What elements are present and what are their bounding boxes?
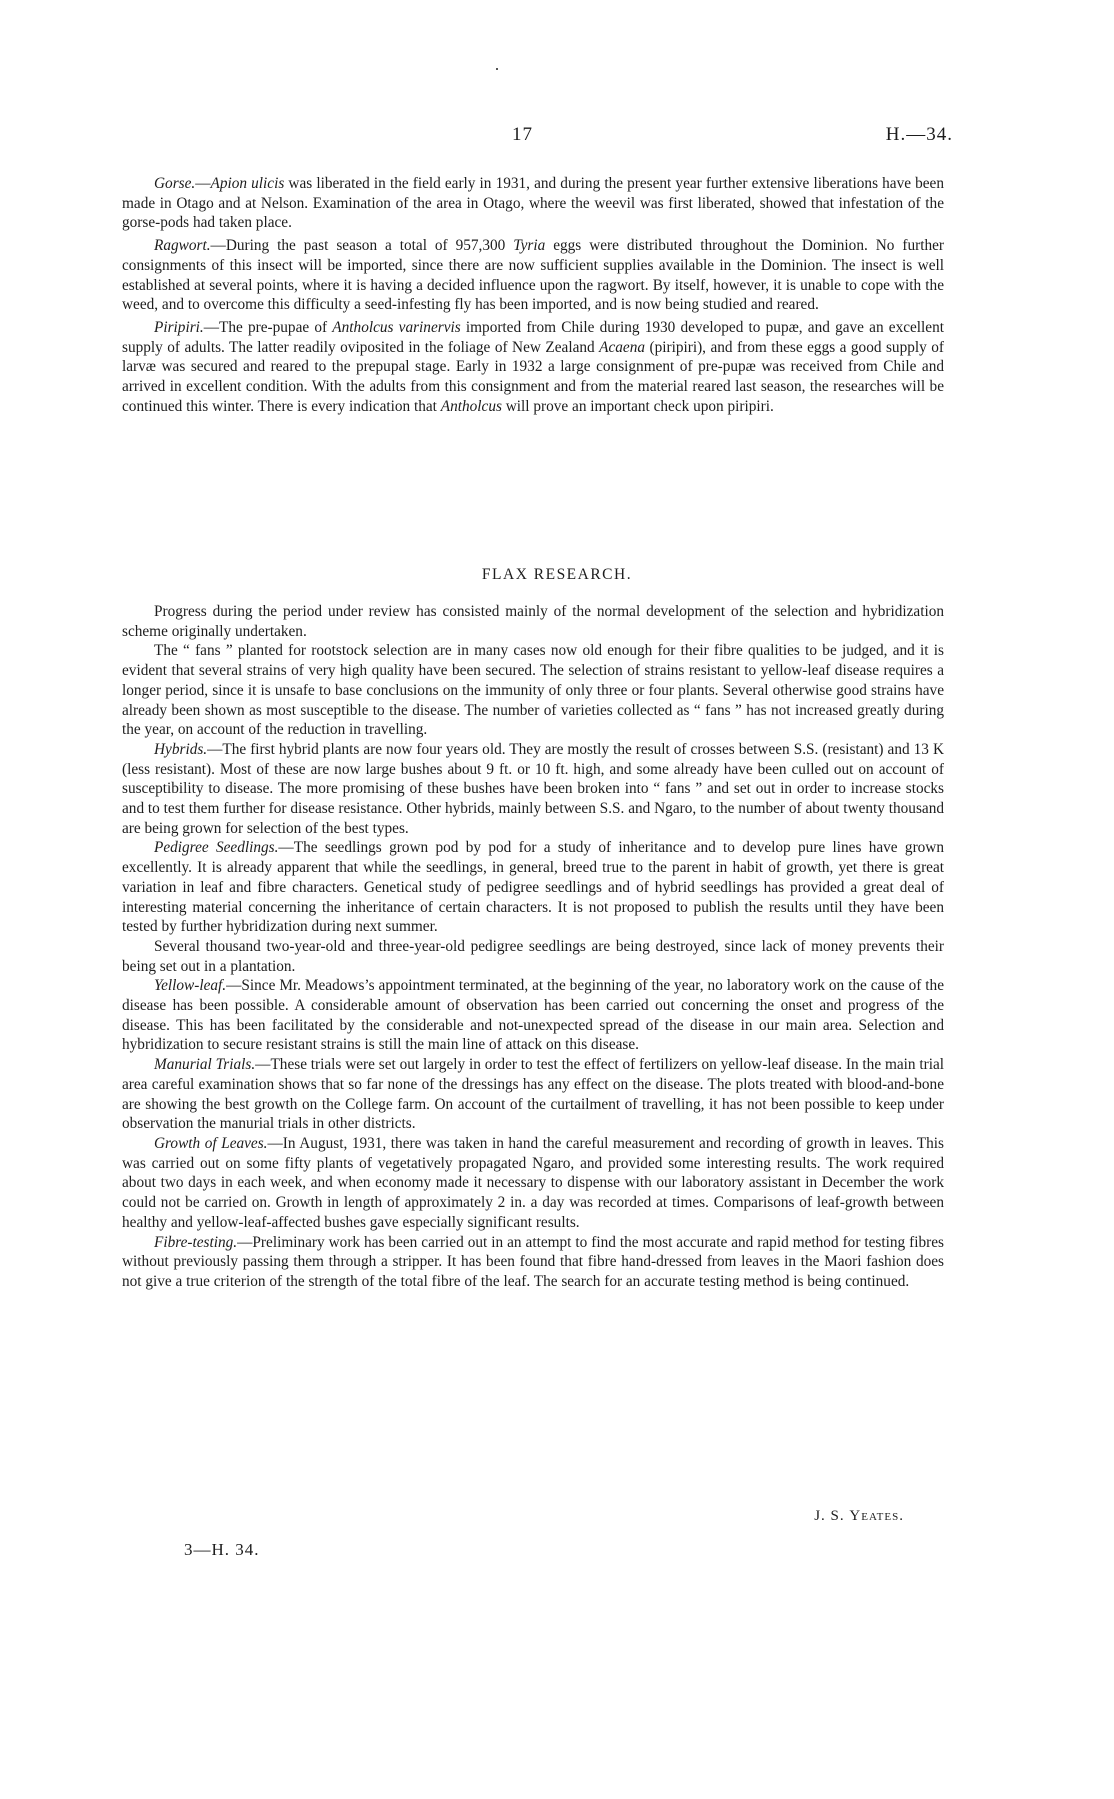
growth-heading: Growth of Leaves. [154, 1134, 268, 1152]
piripiri-text-4: will prove an important check upon piripiri. [501, 397, 774, 415]
insect-section [122, 174, 944, 416]
pedigree-heading: Pedigree Seedlings. [154, 839, 279, 857]
fibre-heading: Fibre-testing. [154, 1233, 238, 1251]
piripiri-species-2: Acaena [599, 338, 646, 356]
fibre-paragraph [122, 1233, 944, 1292]
signature [814, 1508, 904, 1525]
piripiri-text-1: —The pre-pupae of [203, 318, 333, 336]
yellow-leaf-heading: Yellow-leaf. [154, 977, 227, 995]
growth-text: —In August, 1931, there was taken in hand the careful measurement and recording of growth in leaves. This was carried out on some fifty plants of vegetatively propagated Ngaro, and provided some interesting results. The work required about two days in each week, and when economy made it necessary to dispense with our laboratory assistant in December the work could not be carried on. Growth in length of approximately 2 in. a day was recorded at times. Comparisons of leaf-growth between healthy and yellow-leaf-affected bushes gave especially significant results. [122, 1134, 945, 1231]
gorse-heading: Gorse. [154, 175, 196, 192]
manurial-heading: Manurial Trials. [154, 1056, 256, 1074]
fibre-text: —Preliminary work has been carried out in an attempt to find the most accurate and rapid method for testing fibres without previously passing them through a stripper. It has been found that fibre hand-dressed from leaves in the Maori fashion does not give a true criterion of the strength of the total fibre of the leaf. The search for an accurate testing method is being continued. [122, 1233, 944, 1290]
gorse-text: was liberated in the field early in 1931, and during the present year further extensive liberations have been made in Otago and at Nelson. Examination of the area in Otago, where the weevil was first liberated, showed that infestation of the gorse-pods had taken place. [122, 175, 944, 232]
piripiri-species-3: Antholcus [440, 397, 502, 415]
pedigree-paragraph [122, 838, 944, 937]
piripiri-text-3: (piripiri), and from these eggs a good supply of larvæ was secured and reared to the prepupal stage. Early in 1932 a large consignment of pre-pupæ was received from Chile and arrived in excellent condition. With the adults from this consignment and from the material reared last season, the researches will be continued this winter. There is every indication that [122, 338, 944, 415]
piripiri-species-1: Antholcus varinervis [332, 318, 461, 336]
yellow-leaf-paragraph [122, 976, 944, 1055]
ragwort-text-1: —During the past season a total of 957,300 [210, 237, 514, 255]
ragwort-text-2: eggs were distributed throughout the Dominion. No further consignments of this insect will be imported, since there are now sufficient supplies available in the Dominion. The insect is well established at several points, where it is having a decided influence upon the ragwort. By itself, however, it is unable to cope with the weed, and to overcome this difficulty a seed-infesting fly has been imported, and is now being studied and reared. [122, 237, 944, 314]
gorse-dash: — [195, 175, 211, 192]
signature-initials: J. S. [814, 1508, 850, 1524]
manurial-text: —These trials were set out largely in order to test the effect of fertilizers on yellow-leaf disease. In the main trial area careful examination shows that so far none of the dressings has any effect on the disease. The plots treated with blood-and-bone are showing the best growth on the College farm. On account of the curtailment of travelling, it has not been possible to keep under observation the manurial trials in other districts. [122, 1056, 944, 1133]
scan-speck [496, 68, 498, 70]
ragwort-heading: Ragwort. [154, 237, 211, 255]
document-code: H.—34. [885, 124, 953, 145]
signature-surname: Yeates. [849, 1508, 904, 1524]
pedigree-text: —The seedlings grown pod by pod for a study of inheritance and to develop pure lines have grown excellently. It is already apparent that while the seedlings, in general, breed true to the parent in habit of growth, yet there is great variation in leaf and fibre characters. Genetical study of pedigree seedlings and of hybrid seedlings has provided a great deal of interesting material concerning the inheritance of certain characters. It is not proposed to publish the results until they have been tested by further hybridization during next summer. [122, 839, 945, 936]
seedlings-destroyed-paragraph: Several thousand two-year-old and three-year-old pedigree seedlings are being destroyed, since lack of money prevents their being set out in a plantation. [122, 937, 944, 975]
hybrids-paragraph [122, 740, 944, 839]
hybrids-text: —The first hybrid plants are now four years old. They are mostly the result of crosses between S.S. (resistant) and 13 K (less resistant). Most of these are now large bushes about 9 ft. or 10 ft. high, and some already have been culled out on account of susceptibility to disease. The more promising of these bushes have been broken into “ fans ” and set out in order to increase stocks and to test them further for disease resistance. Other hybrids, mainly between S.S. and Ngaro, to the number of about twenty thousand are being grown for selection of the best types. [122, 740, 944, 837]
footer-reference: 3—H. 34. [184, 1540, 260, 1559]
ragwort-paragraph [122, 236, 944, 315]
yellow-leaf-text: —Since Mr. Meadows’s appointment terminated, at the beginning of the year, no laboratory work on the cause of the disease has been possible. A considerable amount of observation has been carried out concerning the onset and progress of the disease. This has been facilitated by the considerable and not-unexpected spread of the disease in our main area. Selection and hybridization to secure resistant strains is still the main line of attack on this disease. [122, 977, 944, 1054]
piripiri-heading: Piripiri. [154, 318, 204, 336]
page-number: 17 [512, 124, 533, 145]
piripiri-paragraph [122, 318, 944, 417]
growth-paragraph [122, 1134, 944, 1233]
gorse-species: Apion ulicis [210, 175, 285, 192]
section-heading: FLAX RESEARCH. [481, 566, 633, 583]
ragwort-species: Tyria [513, 237, 546, 255]
flax-intro-paragraph: Progress during the period under review has consisted mainly of the normal development of the selection and hybridization scheme originally undertaken. [122, 603, 944, 640]
flax-section [122, 602, 944, 1292]
gorse-paragraph [122, 174, 944, 233]
manurial-paragraph [122, 1055, 944, 1134]
fans-paragraph: The “ fans ” planted for rootstock selection are in many cases now old enough for their fibre qualities to be judged, and it is evident that several strains of very high quality have been secured. The selection of strains resistant to yellow-leaf disease requires a longer period, since it is unsafe to base conclusions on the immunity of only three or four plants. Several otherwise good strains have already been shown as most susceptible to the disease. The number of varieties collected as “ fans ” has not increased greatly during the year, on account of the reduction in travelling. [122, 642, 944, 739]
piripiri-text-2: imported from Chile during 1930 developed to pupæ, and gave an excellent supply of adults. The latter readily oviposited in the foliage of New Zealand [122, 318, 944, 356]
hybrids-heading: Hybrids. [154, 740, 208, 758]
